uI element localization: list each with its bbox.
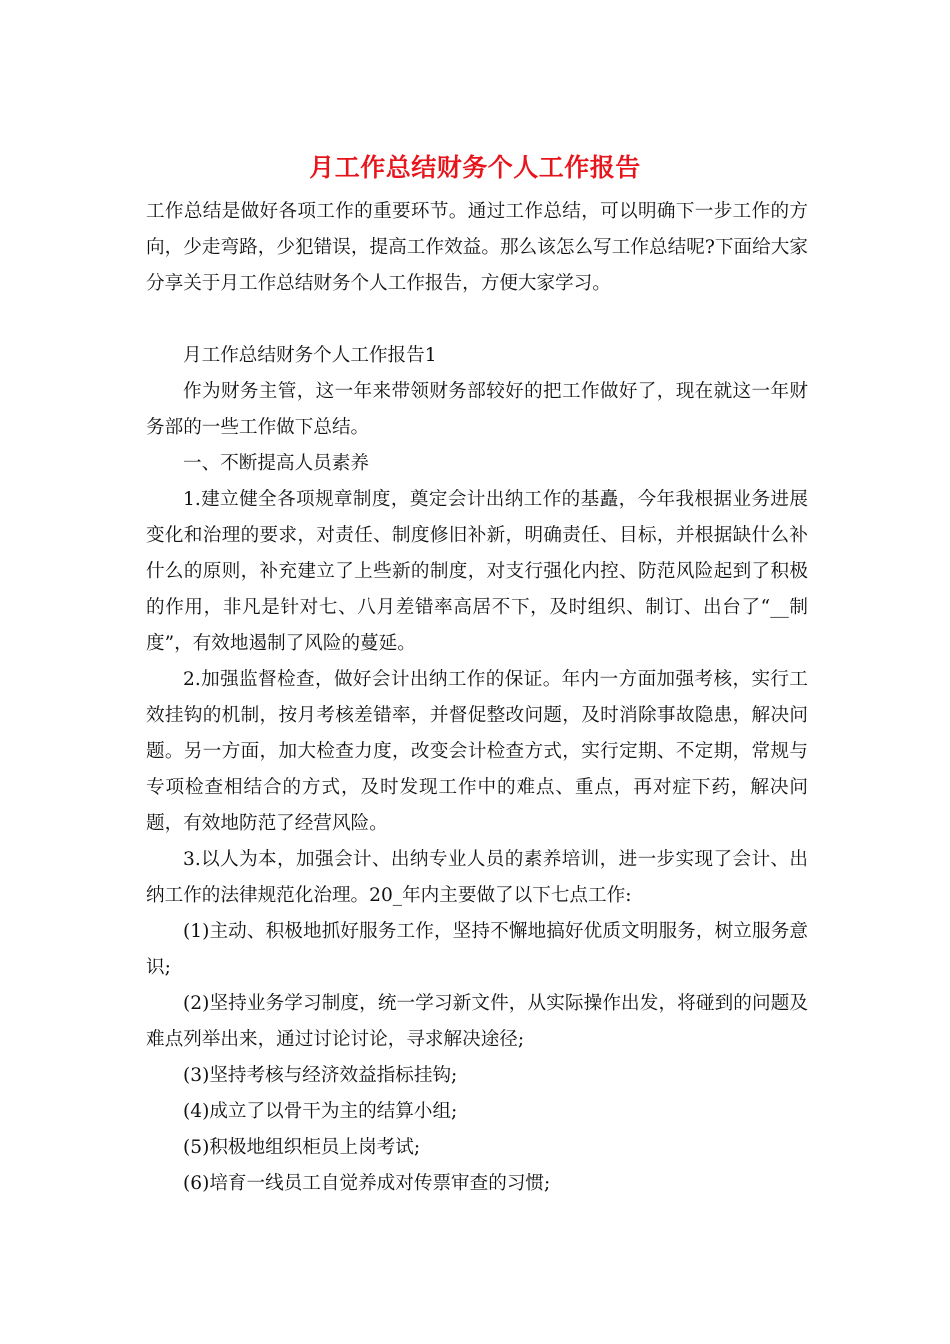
document-body [146,194,808,1202]
list-item: (5)积极地组织柜员上岗考试; [183,1137,421,1158]
intro-paragraph: 工作总结是做好各项工作的重要环节。通过工作总结，可以明确下一步工作的方向，少走弯路，少犯错误，提高工作效益。那么该怎么写工作总结呢?下面给大家分享关于月工作总结财务个人工作报告，方便大家学习。 [146,201,808,294]
list-item: (2)坚持业务学习制度，统一学习新文件，从实际操作出发，将碰到的问题及难点列举出来，通过讨论讨论，寻求解决途径; [146,993,808,1050]
body-paragraph: 2.加强监督检查，做好会计出纳工作的保证。年内一方面加强考核，实行工效挂钩的机制，按月考核差错率，并督促整改问题，及时消除事故隐患，解决问题。另一方面，加大检查力度，改变会计检查方式，实行定期、不定期，常规与专项检查相结合的方式，及时发现工作中的难点、重点，再对症下药，解决问题，有效地防范了经营风险。 [146,669,808,834]
list-item: (3)坚持考核与经济效益指标挂钩; [183,1065,458,1086]
list-item: (4)成立了以骨干为主的结算小组; [183,1101,458,1122]
section-heading: 月工作总结财务个人工作报告1 [183,345,437,366]
body-paragraph: 作为财务主管，这一年来带领财务部较好的把工作做好了，现在就这一年财务部的一些工作做下总结。 [146,381,808,438]
document-title: 月工作总结财务个人工作报告 [309,153,641,182]
body-paragraph: 3.以人为本，加强会计、出纳专业人员的素养培训，进一步实现了会计、出纳工作的法律规范化治理。20_年内主要做了以下七点工作: [146,849,808,906]
list-item: (6)培育一线员工自觉养成对传票审查的习惯; [183,1173,551,1194]
body-paragraph: 1.建立健全各项规章制度，奠定会计出纳工作的基矗，今年我根据业务进展变化和治理的要求，对责任、制度修旧补新，明确责任、目标，并根据缺什么补什么的原则，补充建立了上些新的制度，对支行强化内控、防范风险起到了积极的作用，非凡是针对七、八月差错率高居不下，及时组织、制订、出台了“__制度”，有效地遏制了风险的蔓延。 [146,489,808,654]
list-item: (1)主动、积极地抓好服务工作，坚持不懈地搞好优质文明服务，树立服务意识; [146,921,808,978]
subsection-heading: 一、不断提高人员素养 [183,453,369,474]
